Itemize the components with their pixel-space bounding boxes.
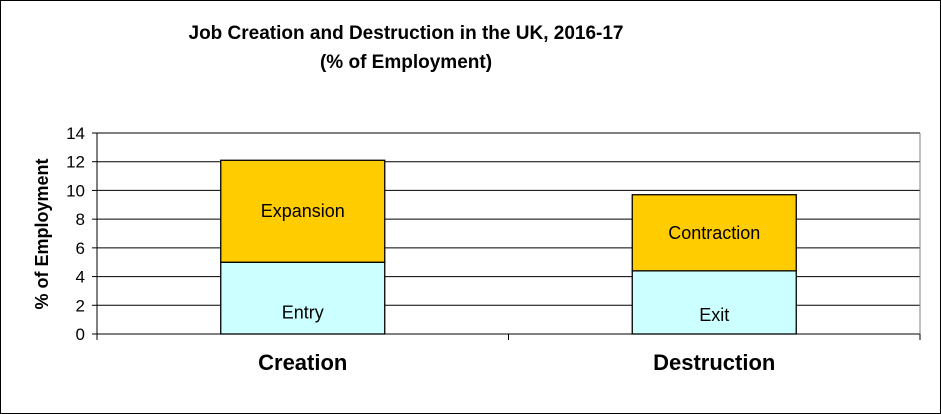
segment-label-contraction: Contraction — [668, 222, 761, 243]
x-category-labels — [97, 334, 920, 375]
segment-label-exit: Exit — [699, 305, 730, 326]
stacked-bar-chart — [1, 1, 940, 413]
bar-segment-entry — [221, 262, 385, 334]
chart-title-line-2: (% of Employment) — [319, 52, 493, 73]
chart-title-line-1: Job Creation and Destruction in the UK, 2016-17 — [188, 23, 624, 44]
x-category-label: Destruction — [653, 350, 776, 375]
x-category-label: Creation — [258, 350, 348, 375]
y-tick-label: 10 — [66, 181, 85, 201]
y-tick-label: 8 — [75, 210, 85, 230]
y-tick-label: 14 — [66, 124, 85, 143]
y-tick-label: 6 — [75, 238, 85, 258]
bars — [221, 160, 797, 334]
y-tick-label: 0 — [75, 325, 85, 344]
segment-label-expansion: Expansion — [260, 201, 345, 222]
segment-label-entry: Entry — [281, 302, 324, 323]
y-tick-label: 12 — [66, 152, 85, 172]
y-tick-label: 4 — [75, 267, 85, 287]
y-axis-label: % of Employment — [32, 158, 52, 310]
y-ticks — [66, 124, 97, 344]
y-tick-label: 2 — [75, 296, 85, 316]
